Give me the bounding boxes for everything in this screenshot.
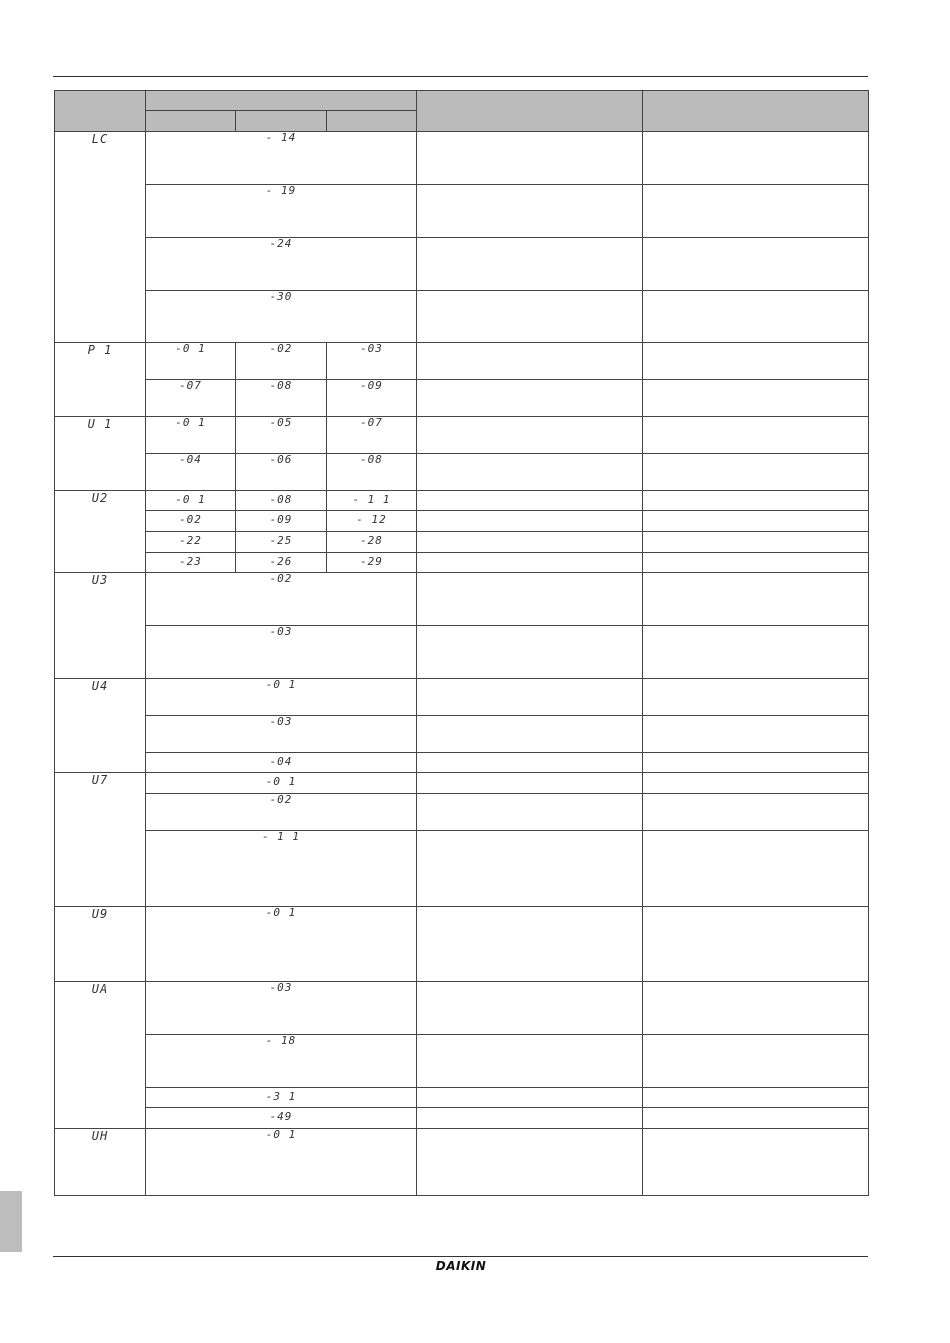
table-row [55,679,869,716]
solution-cell [643,831,869,907]
detail-code: -25 [236,532,327,553]
cause-cell [417,1035,643,1088]
table-row [55,773,869,794]
cause-header [417,91,643,132]
detail-code: -02 [236,343,327,380]
solution-cell [643,238,869,291]
detail-code: -24 [146,238,417,291]
detail-code: -23 [146,553,236,573]
cause-cell [417,794,643,831]
cause-cell [417,291,643,343]
main-code-uh: UH [55,1129,146,1196]
detail-code: -29 [327,553,417,573]
solution-cell [643,417,869,454]
solution-cell [643,626,869,679]
sub-column-header [236,111,327,132]
main-code-header [55,91,146,132]
main-code-u2: U2 [55,491,146,573]
table-row [55,1129,869,1196]
cause-cell [417,831,643,907]
cause-cell [417,626,643,679]
detail-code: -09 [327,380,417,417]
solution-cell [643,553,869,573]
cause-cell [417,511,643,532]
detail-code-header [146,91,417,111]
detail-code: -02 [146,573,417,626]
detail-code: -03 [146,982,417,1035]
side-tab [0,1191,22,1252]
top-rule [53,76,868,77]
table-row [55,716,869,753]
table-row [55,573,869,626]
solution-cell [643,679,869,716]
table-row [55,343,869,380]
cause-cell [417,716,643,753]
detail-code: -49 [146,1108,417,1129]
table-row [55,626,869,679]
cause-cell [417,573,643,626]
cause-cell [417,185,643,238]
solution-header [643,91,869,132]
main-code-lc: LC [55,132,146,343]
detail-code: - 12 [327,511,417,532]
bottom-rule [53,1256,868,1257]
solution-cell [643,1035,869,1088]
daikin-logo: DAIKIN [435,1259,487,1273]
detail-code: - 1 1 [327,491,417,511]
detail-code: -07 [327,417,417,454]
error-code-table [54,90,869,1196]
cause-cell [417,532,643,553]
cause-cell [417,343,643,380]
table-row [55,132,869,185]
table-row [55,185,869,238]
table-row [55,1108,869,1129]
detail-code: -08 [327,454,417,491]
solution-cell [643,907,869,982]
solution-cell [643,511,869,532]
detail-code: -0 1 [146,491,236,511]
detail-code: -03 [327,343,417,380]
table-row [55,511,869,532]
detail-code: - 14 [146,132,417,185]
detail-code: -09 [236,511,327,532]
detail-code: -28 [327,532,417,553]
table-row [55,982,869,1035]
sub-column-header [146,111,236,132]
solution-cell [643,380,869,417]
main-code-u9: U9 [55,907,146,982]
detail-code: - 18 [146,1035,417,1088]
cause-cell [417,380,643,417]
solution-cell [643,753,869,773]
cause-cell [417,491,643,511]
cause-cell [417,679,643,716]
cause-cell [417,773,643,794]
detail-code: -3 1 [146,1088,417,1108]
detail-code: -04 [146,753,417,773]
detail-code: -26 [236,553,327,573]
solution-cell [643,1088,869,1108]
cause-cell [417,238,643,291]
table-header-row [55,91,869,111]
main-code-u7: U7 [55,773,146,907]
main-code-p1: P 1 [55,343,146,417]
table-row [55,532,869,553]
detail-code: -04 [146,454,236,491]
main-code-u1: U 1 [55,417,146,491]
solution-cell [643,573,869,626]
solution-cell [643,773,869,794]
solution-cell [643,532,869,553]
cause-cell [417,1108,643,1129]
cause-cell [417,553,643,573]
detail-code: -08 [236,491,327,511]
cause-cell [417,132,643,185]
solution-cell [643,185,869,238]
table-row [55,417,869,454]
table-row [55,491,869,511]
cause-cell [417,982,643,1035]
cause-cell [417,1129,643,1196]
table-row [55,1088,869,1108]
detail-code: -05 [236,417,327,454]
solution-cell [643,491,869,511]
detail-code: -03 [146,716,417,753]
detail-code: - 19 [146,185,417,238]
detail-code: -0 1 [146,679,417,716]
solution-cell [643,132,869,185]
cause-cell [417,907,643,982]
detail-code: - 1 1 [146,831,417,907]
detail-code: -08 [236,380,327,417]
table-row [55,291,869,343]
table-row [55,238,869,291]
table-row [55,380,869,417]
solution-cell [643,454,869,491]
main-code-ua: UA [55,982,146,1129]
solution-cell [643,1108,869,1129]
detail-code: -0 1 [146,343,236,380]
detail-code: -0 1 [146,417,236,454]
detail-code: -0 1 [146,1129,417,1196]
solution-cell [643,291,869,343]
detail-code: -0 1 [146,773,417,794]
main-code-u3: U3 [55,573,146,679]
solution-cell [643,1129,869,1196]
sub-column-header [327,111,417,132]
detail-code: -22 [146,532,236,553]
table-row [55,1035,869,1088]
main-code-u4: U4 [55,679,146,773]
detail-code: -06 [236,454,327,491]
solution-cell [643,343,869,380]
cause-cell [417,454,643,491]
detail-code: -07 [146,380,236,417]
cause-cell [417,753,643,773]
table-row [55,794,869,831]
table-row [55,907,869,982]
detail-code: -30 [146,291,417,343]
detail-code: -0 1 [146,907,417,982]
table-row [55,831,869,907]
table-row [55,753,869,773]
table-row [55,454,869,491]
detail-code: -03 [146,626,417,679]
detail-code: -02 [146,511,236,532]
detail-code: -02 [146,794,417,831]
table-row [55,553,869,573]
cause-cell [417,1088,643,1108]
solution-cell [643,982,869,1035]
solution-cell [643,716,869,753]
cause-cell [417,417,643,454]
solution-cell [643,794,869,831]
